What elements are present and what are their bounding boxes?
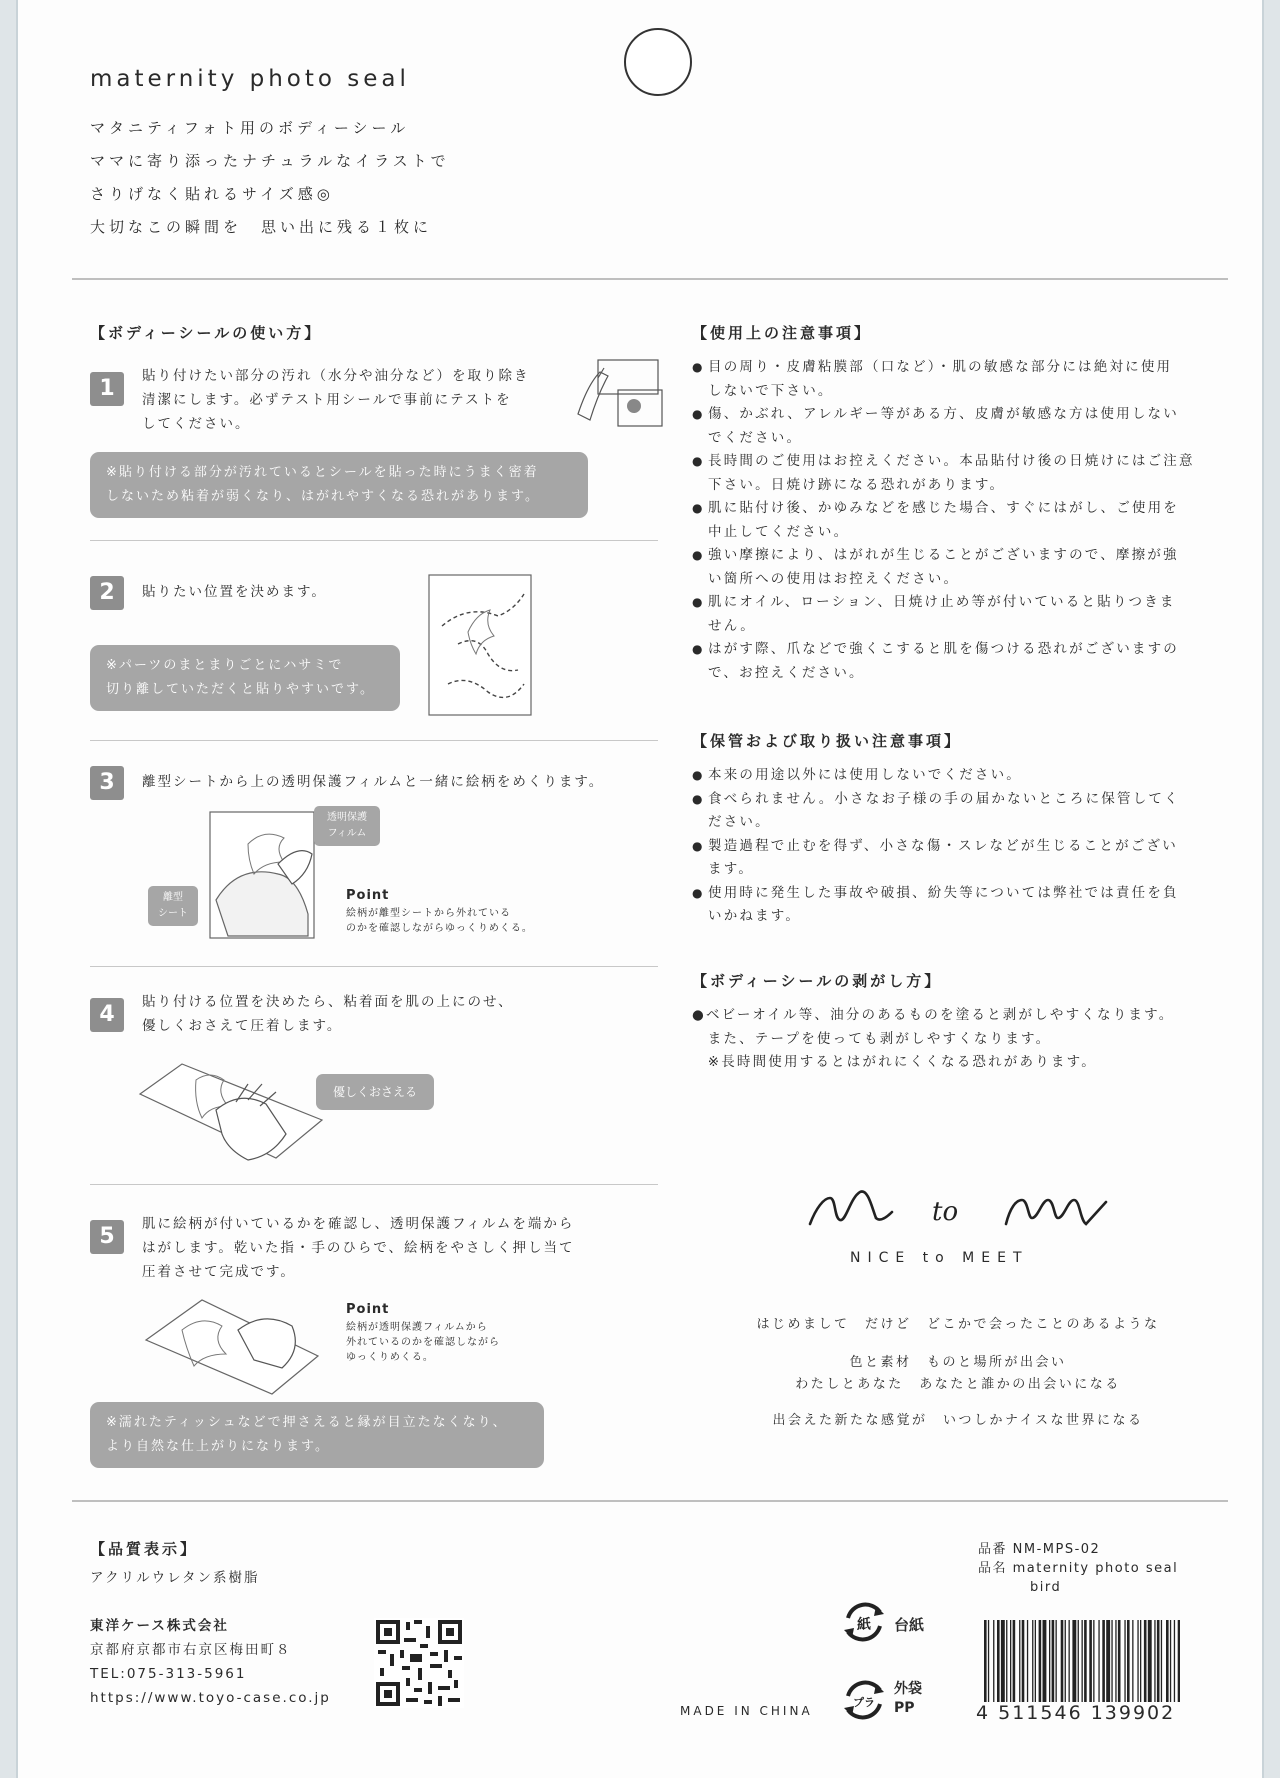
storage-item	[692, 882, 1232, 929]
step-1-note	[90, 452, 588, 518]
barcode-bar	[1013, 1620, 1016, 1706]
step-line: 離型シートから上の透明保護フィルムと一緒に絵柄をめくります。	[142, 774, 605, 790]
caution-item	[692, 450, 1232, 497]
caution-item	[692, 591, 1232, 638]
step-line: 圧着させて完成です。	[142, 1264, 296, 1280]
step-line: はがします。乾いた指・手のひらで、絵柄をやさしく押し当て	[142, 1240, 575, 1256]
header-divider	[72, 278, 1228, 280]
point-line: ゆっくりめくる。	[346, 1352, 434, 1363]
barcode-bar	[1140, 1620, 1141, 1706]
barcode-bar	[1035, 1620, 1036, 1706]
caution-item	[692, 638, 1232, 685]
barcode-bar	[1019, 1620, 1020, 1706]
step-line: 貼り付ける位置を決めたら、粘着面を肌の上にのせ、	[142, 994, 514, 1010]
caution-item	[692, 403, 1232, 450]
step-divider	[90, 1184, 658, 1185]
removal-line: また、テープを使っても剥がしやすくなります。	[692, 1030, 1052, 1047]
caution-line: い箇所への使用はお控えください。	[708, 570, 960, 587]
barcode-bar	[1144, 1620, 1147, 1706]
barcode-bar	[1161, 1620, 1162, 1706]
recycle-pla-icon	[840, 1676, 888, 1724]
step-1-text	[142, 364, 530, 436]
barcode-bar	[1098, 1620, 1099, 1706]
note-line: より自然な仕上がりになります。	[106, 1439, 330, 1454]
storage-line: いかねます。	[708, 908, 802, 924]
caution-line: 下さい。日焼け跡になる恐れがあります。	[708, 476, 1006, 493]
storage-list	[692, 764, 1232, 929]
caution-line: ● 長時間のご使用はお控えください。本品貼付け後の日焼けにはご注意	[708, 453, 1195, 469]
step-3-point-text	[346, 906, 533, 936]
intro-text	[90, 112, 450, 244]
barcode-bar	[1001, 1620, 1005, 1706]
step-line: 肌に絵柄が付いているかを確認し、透明保護フィルムを端から	[142, 1216, 575, 1232]
barcode-bar	[1093, 1620, 1094, 1706]
barcode-bar	[1137, 1620, 1138, 1706]
recycle-pla-label	[894, 1680, 922, 1718]
step-line: してください。	[142, 416, 251, 432]
step-5-number: 5	[90, 1220, 124, 1254]
film-callout	[314, 806, 380, 846]
step-3-text	[142, 770, 604, 794]
barcode-bar	[988, 1620, 989, 1706]
storage-line: ● 食べられません。小さなお子様の手の届かないところに保管してく	[708, 790, 1180, 807]
caution-line: しないで下さい。	[708, 382, 834, 399]
barcode-bar	[1052, 1620, 1055, 1706]
point-line: 絵柄が透明保護フィルムから	[346, 1322, 488, 1333]
product-name: 品名 maternity photo seal	[978, 1561, 1179, 1576]
quality-heading: 【品質表示】	[90, 1540, 199, 1558]
barcode-bar	[1061, 1620, 1064, 1706]
barcode-bar	[1111, 1620, 1112, 1706]
step-line: 優しくおさえて圧着します。	[142, 1018, 343, 1034]
caution-line: ● 強い摩擦により、はがれが生じることがございますので、摩擦が強	[708, 547, 1179, 563]
barcode-bar	[1166, 1620, 1169, 1706]
company-tel: TEL:075-313-5961	[90, 1666, 247, 1682]
caution-line: ● 肌にオイル、ローション、日焼け止め等が付いていると貼りつきま	[708, 594, 1176, 610]
caution-line: ● 目の周り・皮膚粘膜部（口など）・肌の敏感な部分には絶対に使用	[708, 359, 1173, 375]
step-2-number: 2	[90, 576, 124, 610]
callout-line: 離型	[163, 892, 183, 903]
storage-line: ださい。	[708, 814, 771, 830]
sheet-callout	[148, 886, 198, 926]
barcode-bar	[1039, 1620, 1042, 1706]
barcode-bar	[1089, 1620, 1092, 1706]
poem-line: 色と素材 ものと場所が出会い	[849, 1355, 1067, 1370]
poem-line: 出会えた新たな感覚が いつしかナイスな世界になる	[772, 1413, 1144, 1428]
point-line: のかを確認しながらゆっくりめくる。	[346, 923, 533, 934]
barcode	[984, 1620, 1180, 1712]
step-3-number: 3	[90, 766, 124, 800]
poem-line: はじめまして だけど どこかで会ったことのあるような	[756, 1317, 1160, 1332]
step-3-point-title: Point	[346, 888, 390, 903]
caution-line: ● はがす際、爪などで強くこすると肌を傷つける恐れがございますの	[708, 641, 1179, 657]
intro-line: ママに寄り添ったナチュラルなイラストで	[90, 152, 450, 170]
barcode-bar	[1154, 1620, 1155, 1706]
step-2-illustration	[428, 574, 532, 716]
brand-name: NICE to MEET	[850, 1250, 1029, 1266]
recycle-pla-mark: プラ	[853, 1696, 875, 1709]
barcode-bar	[1178, 1620, 1180, 1706]
brand-logo-text: to	[932, 1197, 959, 1227]
material-text: アクリルウレタン系樹脂	[90, 1570, 260, 1586]
barcode-bar	[1022, 1620, 1025, 1706]
caution-line: でください。	[708, 429, 803, 446]
cautions-list	[692, 356, 1232, 685]
brand-poem-3	[718, 1410, 1198, 1432]
step-line: 貼り付けたい部分の汚れ（水分や油分など）を取り除き	[142, 368, 530, 384]
recycle-pla-sub: PP	[894, 1700, 915, 1716]
removal-text	[692, 1004, 1232, 1075]
barcode-bar	[1127, 1620, 1130, 1706]
step-2-note	[90, 645, 400, 711]
recycle-pla-label-line: 外袋	[894, 1681, 922, 1697]
brand-poem-2	[718, 1352, 1198, 1396]
barcode-bar	[1069, 1620, 1070, 1706]
barcode-bar	[1072, 1620, 1076, 1706]
callout-line: シート	[158, 908, 188, 919]
callout-line: フィルム	[327, 828, 367, 839]
cautions-heading: 【使用上の注意事項】	[692, 324, 873, 342]
note-line: ※貼り付ける部分が汚れているとシールを貼った時にうまく密着	[106, 465, 539, 480]
step-5-note	[90, 1402, 544, 1468]
press-callout: 優しくおさえる	[316, 1074, 434, 1110]
step-divider	[90, 966, 658, 967]
note-line: ※パーツのまとまりごとにハサミで	[106, 658, 344, 673]
step-5-illustration	[142, 1290, 322, 1400]
barcode-bar	[997, 1620, 1000, 1706]
removal-line: ●ベビーオイル等、油分のあるものを塗ると剥がしやすくなります。	[692, 1007, 1175, 1023]
intro-line: さりげなく貼れるサイズ感◎	[90, 185, 334, 203]
barcode-bar	[1170, 1620, 1171, 1706]
made-in: MADE IN CHINA	[680, 1704, 813, 1718]
point-line: 絵柄が離型シートから外れている	[346, 908, 511, 919]
step-5-text	[142, 1212, 575, 1284]
barcode-bar	[1010, 1620, 1011, 1706]
storage-heading: 【保管および取り扱い注意事項】	[692, 732, 963, 750]
barcode-bar	[1115, 1620, 1116, 1706]
step-line: 清潔にします。必ずテスト用シールで事前にテストを	[142, 392, 512, 408]
storage-line: ● 使用時に発生した事故や破損、紛失等については弊社では責任を負	[708, 884, 1179, 901]
barcode-bar	[1082, 1620, 1083, 1706]
poem-line: わたしとあなた あなたと誰かの出会いになる	[795, 1377, 1121, 1392]
footer-divider	[72, 1500, 1228, 1502]
barcode-bar	[1132, 1620, 1133, 1706]
removal-line: ※長時間使用するとはがれにくくなる恐れがあります。	[692, 1054, 1097, 1070]
storage-item	[692, 788, 1232, 835]
caution-item	[692, 356, 1232, 403]
step-line: 貼りたい位置を決めます。	[142, 584, 327, 600]
company-address: 京都府京都市右京区梅田町８	[90, 1642, 292, 1658]
barcode-bar	[1157, 1620, 1160, 1706]
barcode-bar	[984, 1620, 987, 1706]
barcode-bar	[1106, 1620, 1110, 1706]
barcode-bar	[1049, 1620, 1050, 1706]
step-5-point-text	[346, 1320, 500, 1365]
caution-line: 中止してください。	[708, 523, 850, 540]
storage-line: ● 本来の用途以外には使用しないでください。	[708, 767, 1022, 783]
step-divider	[90, 740, 658, 741]
step-4-illustration	[136, 1050, 326, 1170]
barcode-bar	[1124, 1620, 1125, 1706]
storage-item	[692, 764, 1232, 788]
barcode-bar	[1027, 1620, 1028, 1706]
caution-line: ● 肌に貼付け後、かゆみなどを感じた場合、すぐにはがし、ご使用を	[708, 500, 1179, 516]
package-card	[16, 0, 1264, 1778]
barcode-bar	[1056, 1620, 1057, 1706]
product-code: 品番 NM-MPS-02	[978, 1542, 1101, 1557]
barcode-bar	[1118, 1620, 1121, 1706]
barcode-bar	[1174, 1620, 1175, 1706]
brand-poem-1	[718, 1314, 1198, 1336]
step-4-number: 4	[90, 998, 124, 1032]
recycle-paper-mark: 紙	[857, 1617, 871, 1633]
callout-line: 透明保護	[327, 812, 367, 823]
recycle-paper-label: 台紙	[894, 1616, 925, 1634]
step-5-point-title: Point	[346, 1302, 390, 1317]
point-line: 外れているのかを確認しながら	[346, 1337, 500, 1348]
step-1-illustration	[568, 354, 668, 434]
company-url: https://www.toyo-case.co.jp	[90, 1690, 331, 1706]
caution-line: せん。	[708, 617, 756, 634]
barcode-bar	[1078, 1620, 1079, 1706]
product-title: maternity photo seal	[90, 66, 410, 92]
intro-line: 大切なこの瞬間を 思い出に残る１枚に	[90, 218, 433, 236]
usage-heading: 【ボディーシールの使い方】	[90, 324, 323, 342]
step-1-number: 1	[90, 372, 124, 406]
barcode-bar	[1065, 1620, 1066, 1706]
brand-logo	[806, 1178, 1118, 1242]
barcode-number: 4 511546 139902	[976, 1702, 1186, 1724]
caution-item	[692, 497, 1232, 544]
note-line: ※濡れたティッシュなどで押さえると縁が目立たなくなり、	[106, 1415, 508, 1430]
note-line: 切り離していただくと貼りやすいです。	[106, 682, 375, 697]
qr-code	[374, 1618, 464, 1708]
hang-hole	[624, 28, 692, 96]
note-line: しないため粘着が弱くなり、はがれやすくなる恐れがあります。	[106, 489, 540, 504]
caution-line: で、お控えください。	[708, 664, 865, 681]
intro-line: マタニティフォト用のボディーシール	[90, 119, 410, 137]
removal-heading: 【ボディーシールの剥がし方】	[692, 972, 943, 990]
product-variant: bird	[1030, 1580, 1062, 1595]
storage-line: ● 製造過程で止むを得ず、小さな傷・スレなどが生じることがござい	[708, 837, 1178, 854]
barcode-bar	[1032, 1620, 1033, 1706]
caution-item	[692, 544, 1232, 591]
barcode-bar	[1148, 1620, 1152, 1706]
barcode-bar	[1084, 1620, 1087, 1706]
barcode-bar	[993, 1620, 994, 1706]
barcode-bar	[1043, 1620, 1047, 1706]
barcode-bar	[1006, 1620, 1007, 1706]
storage-line: ます。	[708, 861, 755, 877]
barcode-bar	[1102, 1620, 1105, 1706]
step-divider	[90, 540, 658, 541]
caution-line: ● 傷、かぶれ、アレルギー等がある方、皮膚が敏感な方は使用しない	[708, 406, 1179, 422]
storage-item	[692, 835, 1232, 882]
step-2-text	[142, 580, 327, 604]
recycle-paper-icon	[840, 1598, 888, 1646]
company-name: 東洋ケース株式会社	[90, 1618, 229, 1634]
product-info	[978, 1540, 1178, 1597]
step-3-illustration	[208, 804, 318, 940]
step-4-text	[142, 990, 514, 1038]
